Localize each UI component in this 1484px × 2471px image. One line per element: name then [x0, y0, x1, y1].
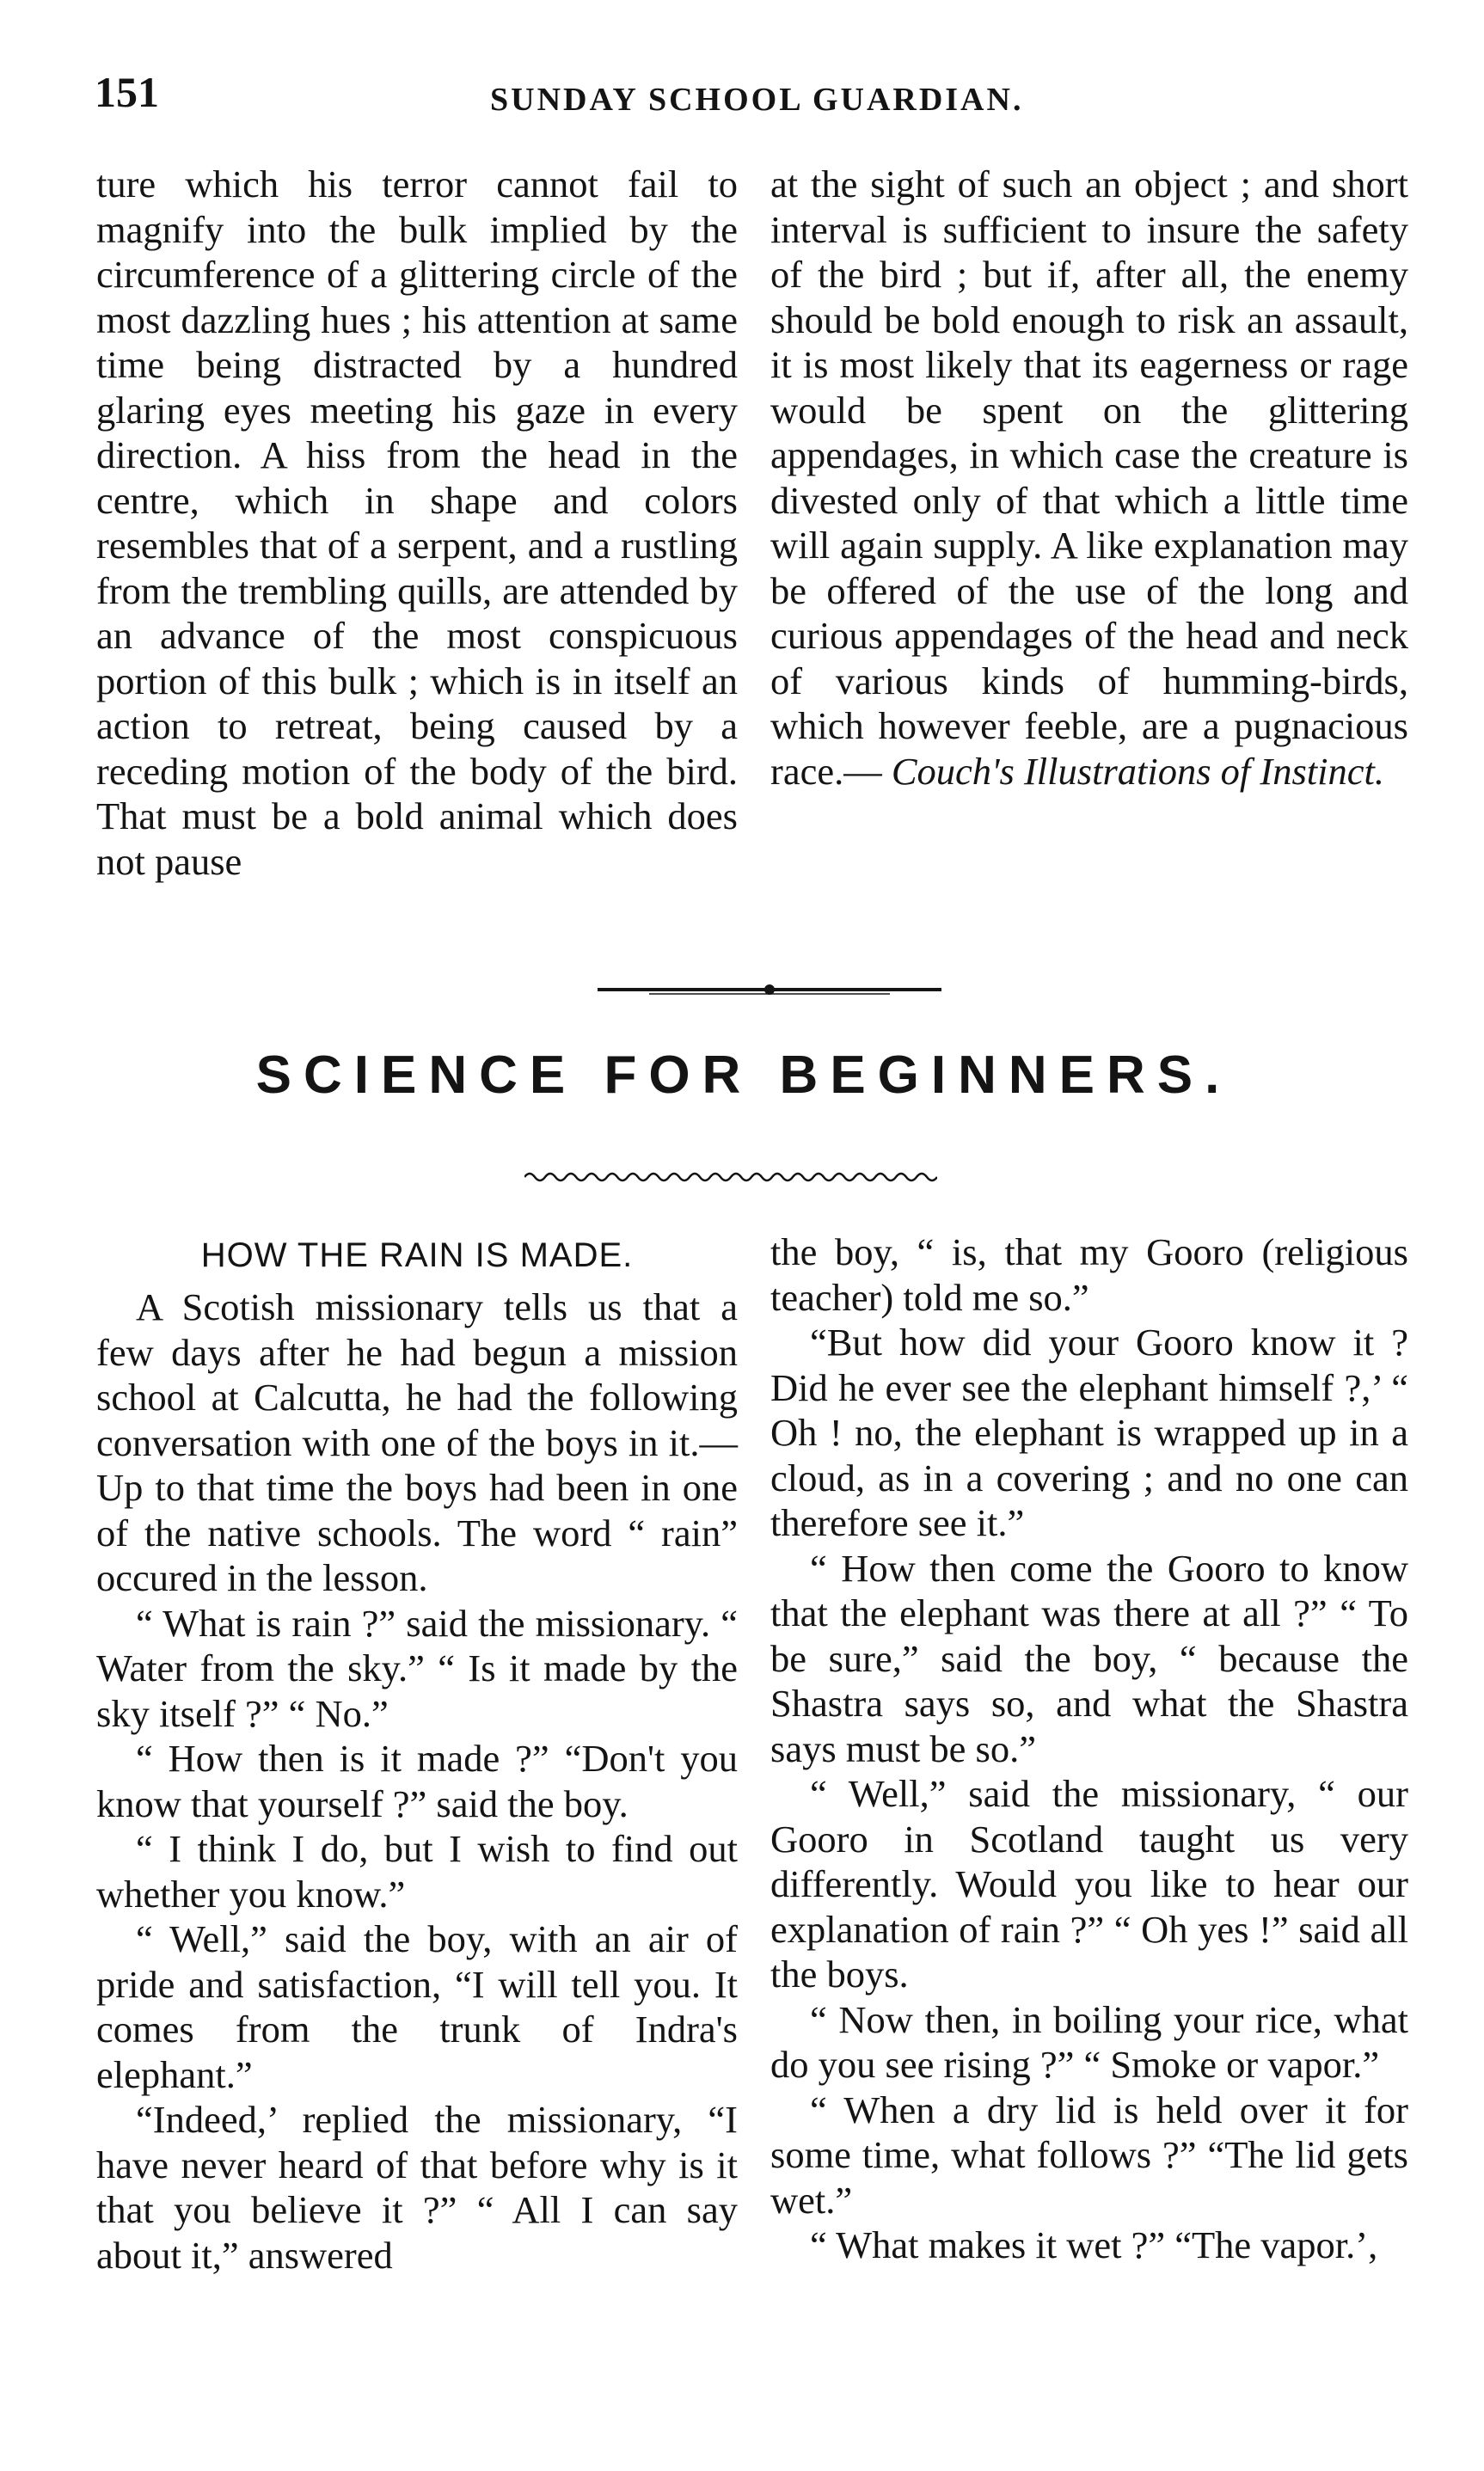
top-article-right-text: at the sight of such an object ; and short interval is sufficient to insure the safety of the bird ; but if, after all, the enemy should be bold enough to risk an assault, it is most likely that its eagerness or rage would be spent on the glittering appendages, in which case the creature is divested only of that which a little time will again supply. A like explanation may be offered of the use of the long and curious appendages of the head and neck of various kinds of humming-birds, which however feeble, are a pugnacious race.—: [770, 162, 1408, 793]
rain-paragraph: “ When a dry lid is held over it for some time, what follows ?” “The lid gets wet.”: [770, 2088, 1408, 2222]
rain-paragraph: “Indeed,’ replied the missionary, “I have never heard of that before why is it that you believe it ?” “ All I can say about it,” answered: [96, 2098, 738, 2277]
rain-paragraph: “ How then come the Gooro to know that the elephant was there at all ?” “ To be sure,” said the boy, “ because the Shastra says so, and what the Shastra says must be so.”: [770, 1546, 1408, 1770]
top-article-left-text: ture which his terror cannot fail to magnify into the bulk implied by the circumference of a glittering circle of the most dazzling hues ; his attention at same time being distracted by a hundred glaring eyes meeting his gaze in every direction. A hiss from the head in the centre, which in shape and colors resembles that of a serpent, and a rustling from the trembling quills, are attended by an advance of the most conspicuous portion of this bulk ; which is in itself an action to retreat, being caused by a receding motion of the body of the bird. That must be a bold animal which does not pause: [96, 162, 738, 883]
top-article-attribution: Couch's Illustrations of Instinct.: [891, 749, 1385, 793]
rain-paragraph: “ What makes it wet ?” “The vapor.’,: [810, 2223, 1378, 2266]
rain-paragraph: “ What is rain ?” said the missionary. “ Water from the sky.” “ Is it made by the sky itself ?” “ No.”: [96, 1601, 738, 1735]
rain-article-left-column: [96, 1229, 738, 2278]
rain-article-right-column: [770, 1229, 1408, 2268]
running-header: [95, 67, 1436, 127]
journal-title: SUNDAY SCHOOL GUARDIAN.: [490, 82, 1024, 118]
rain-paragraph: “ Well,” said the boy, with an air of pride and satisfaction, “I will tell you. It comes from the trunk of Indra's elephant.”: [96, 1917, 738, 2096]
rain-paragraph: “ Well,” said the missionary, “ our Gooro in Scotland taught us very differently. Would you like to hear our explanation of rain ?” “ Oh yes !” said all the boys.: [770, 1772, 1408, 1996]
top-article-right-column: [770, 162, 1408, 794]
section-divider-ornament: [598, 977, 941, 1003]
rain-paragraph: the boy, “ is, that my Gooro (religious teacher) told me so.”: [770, 1230, 1408, 1319]
wavy-rule-divider: [524, 1168, 937, 1186]
rain-paragraph: “ Now then, in boiling your rice, what do you see rising ?” “ Smoke or vapor.”: [770, 1997, 1408, 2086]
rain-article-subheading: HOW THE RAIN IS MADE.: [200, 1236, 634, 1274]
top-article-left-column: [96, 162, 738, 884]
rain-paragraph: “ I think I do, but I wish to find out whether you know.”: [96, 1827, 738, 1916]
rain-paragraph: “ How then is it made ?” “Don't you know that yourself ?” said the boy.: [96, 1737, 738, 1825]
rain-paragraph: “But how did your Gooro know it ? Did he ever see the elephant himself ?,’ “ Oh ! no, the elephant is wrapped up in a cloud, as in a covering ; and no one can therefore see it.”: [770, 1321, 1408, 1544]
top-article-right-paragraph: [770, 162, 1408, 794]
section-title: SCIENCE FOR BEGINNERS.: [255, 1045, 1232, 1105]
page-number: 151: [95, 68, 159, 116]
rain-paragraph: A Scotish missionary tells us that a few days after he had begun a mission school at Calcutta, he had the following conversation with one of the boys in it.—Up to that time the boys had been in one of the native schools. The word “ rain” occured in the lesson.: [96, 1285, 738, 1599]
